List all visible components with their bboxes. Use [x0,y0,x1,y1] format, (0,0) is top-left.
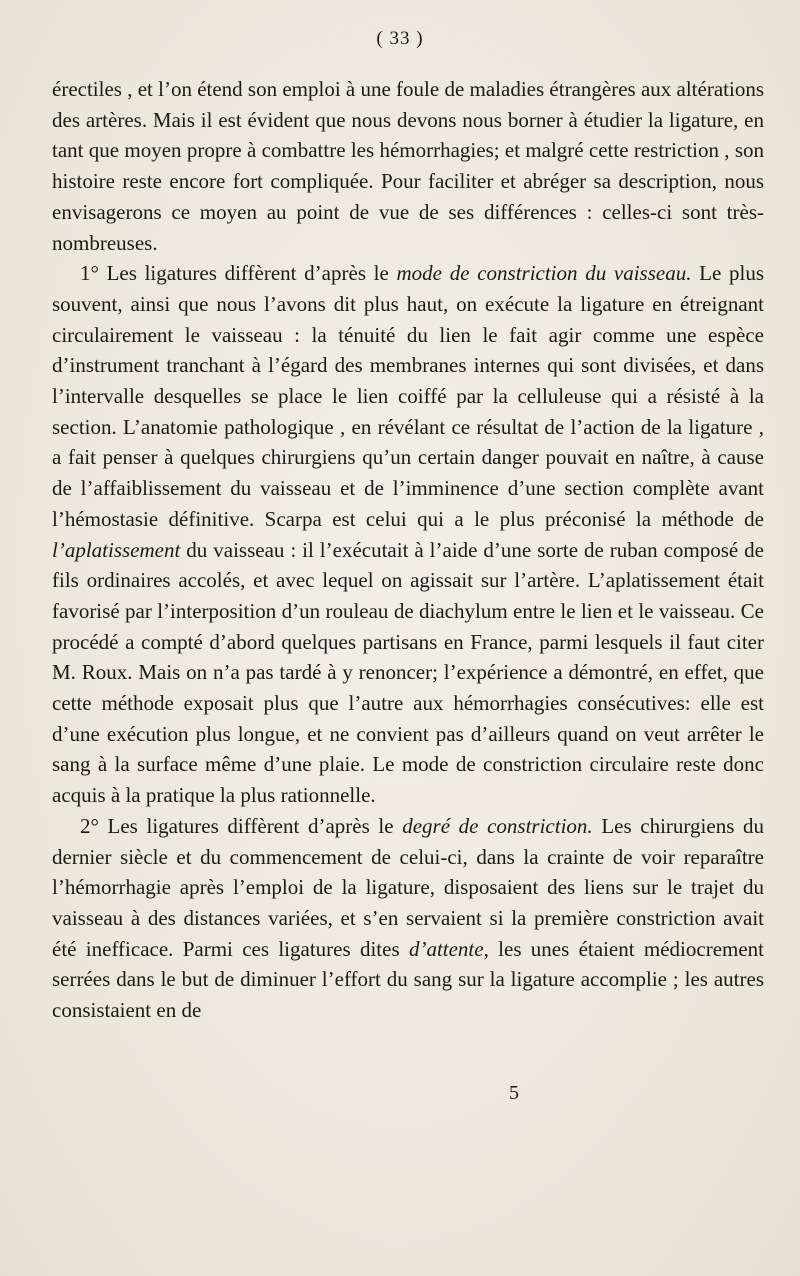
italic-phrase: degré de constriction. [402,813,593,838]
page-number: ( 33 ) [376,28,424,49]
italic-phrase: d’attente [408,936,484,961]
text-segment: érectiles , et l’on étend son emploi à une foule de maladies étrangères aux altérations des artères. Mais il est évident que nous devons nous borner à étudier la ligature, en tant que moyen propre à combattre les hémorrhagies; et malgré cette restriction , son histoire reste encore fort compliquée. Pour faciliter et abréger sa description, nous envisagerons ce moyen au point de vue de ses différences : celles-ci sont très-nombreuses. [52,77,764,255]
signature-mark: 5 [509,1082,519,1104]
italic-phrase: mode de constriction du vaisseau. [396,261,692,286]
text-segment: Le plus souvent, ainsi que nous l’avons dit plus haut, on exécute la ligature en étreignant circulairement le vaisseau : la ténuité du lien le fait agir comme une espèce d’instrument tranchant à l’égard des membranes internes qui sont divisées, et dans l’intervalle desquelles se place le lien coiffé par la celluleuse qui a résisté à la section. L’anatomie pathologique , en révélant ce résultat de l’action de la ligature , a fait penser à quelques chirurgiens qu’un certain danger pouvait en naître, à cause de l’affaiblissement du vaisseau et de l’imminence d’une section complète avant l’hémostasie définitive. Scarpa est celui qui a le plus préconisé la méthode de [52,261,764,531]
text-segment: Les chirurgiens du dernier siècle et du commencement de celui-ci, dans la crainte de voir reparaître l’hémorrhagie après l’emploi de la ligature, disposaient des liens sur le trajet du vaisseau à des distances variées, et s’en servaient si la première constriction avait été inefficace. Parmi ces ligatures dites [52,813,764,961]
body-text [52,74,764,1026]
paragraph-1 [52,74,764,258]
text-segment: 1° Les ligatures diffèrent d’après le [80,261,397,286]
text-segment: 2° Les ligatures diffèrent d’après le [80,813,403,838]
italic-phrase: l’aplatissement [52,537,181,562]
paragraph-3 [52,811,764,1026]
paragraph-2 [52,258,764,811]
text-segment: du vaisseau : il l’exécutait à l’aide d’une sorte de ruban composé de fils ordinaires accolés, et avec lequel on agissait sur l’artère. L’aplatissement était favorisé par l’interposition d’un rouleau de diachylum entre le lien et le vaisseau. Ce procédé a compté d’abord quelques partisans en France, parmi lesquels il faut citer M. Roux. Mais on n’a pas tardé à y renoncer; l’expérience a démontré, en effet, que cette méthode exposait plus que l’autre aux hémorrhagies consécutives: elle est d’une exécution plus longue, et ne convient pas d’ailleurs quand on veut arrêter le sang à la surface même d’une plaie. Le mode de constriction circulaire reste donc acquis à la pratique la plus rationnelle. [52,537,764,808]
text-segment: , les unes étaient médiocrement serrées dans le but de diminuer l’effort du sang sur la ligature accomplie ; les autres consistaient en de [52,936,765,1023]
